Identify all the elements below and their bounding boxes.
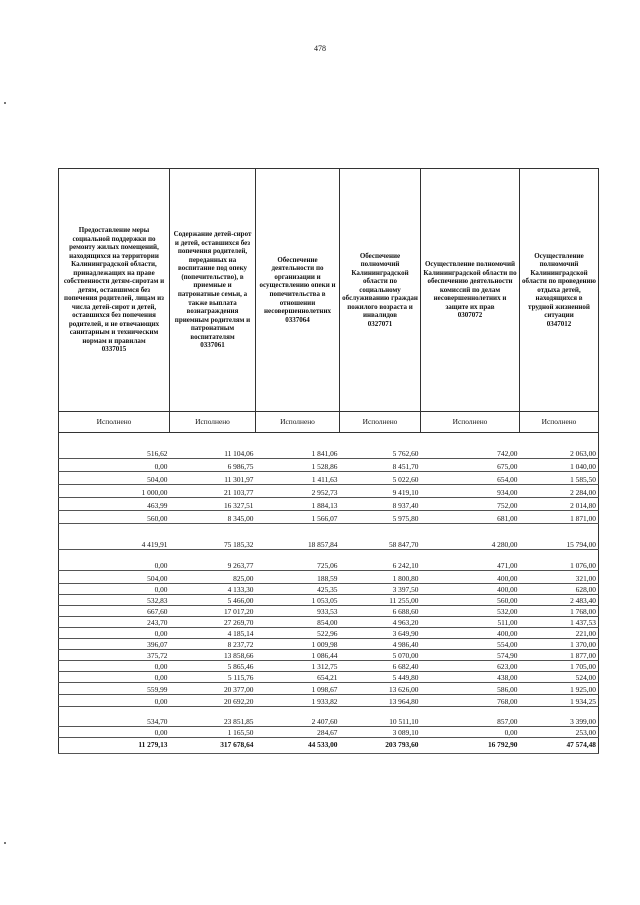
table-cell: 1 528,86 [256,458,340,471]
table-cell: 1 934,25 [520,694,599,706]
table-cell: 75 185,32 [170,523,256,549]
table-cell: 5 466,00 [170,594,256,605]
table-cell: 1 884,13 [256,497,340,510]
table-cell: 623,00 [421,660,520,671]
column-header: Обеспечение деятельности по организации и осуществлению опеки и попечительства в отношении несовершеннолетних 0337064 [256,169,340,412]
table-cell: 3 397,50 [340,583,421,594]
column-header: Предоставление меры социальной поддержки по ремонту жилых помещений, находящихся на территории Калининградской области, принадлежащих на праве собственности детям-сиротам и детям, оставшимся без попечения родителей, лицам из числа детей-сирот и детей, оставшихся без попечения родителей, и не отвечающих санитарным и техническим нормам и правилам 0337015 [59,169,170,412]
table-row [59,594,599,605]
table-cell: 522,96 [256,627,340,638]
table-cell: 284,67 [256,726,340,737]
table-cell: 1 411,63 [256,471,340,484]
table-cell: 375,72 [59,649,170,660]
table-cell: 396,07 [59,638,170,649]
table-cell: 4 986,40 [340,638,421,649]
header-row [59,169,599,412]
table-cell: 8 451,70 [340,458,421,471]
table-cell: 11 301,97 [170,471,256,484]
table-cell: 400,00 [421,583,520,594]
table-cell: 0,00 [59,726,170,737]
table-cell: 4 185,14 [170,627,256,638]
table-cell: 934,00 [421,484,520,497]
table-cell: 675,00 [421,458,520,471]
table-row [59,583,599,594]
table-cell: 5 070,00 [340,649,421,660]
table-cell: 23 851,85 [170,706,256,726]
table-cell: 400,00 [421,570,520,583]
table-row [59,682,599,694]
table-cell: 0,00 [421,726,520,737]
page-number: 478 [314,44,326,53]
table-cell: 504,00 [59,471,170,484]
table-cell: 2 014,80 [520,497,599,510]
table-cell: 4 419,91 [59,523,170,549]
table-cell: 321,00 [520,570,599,583]
table-cell: 681,00 [421,510,520,523]
table-cell: 1 933,82 [256,694,340,706]
table-cell: 6 682,40 [340,660,421,671]
table-cell: 21 103,77 [170,484,256,497]
table-cell: 11 104,06 [170,445,256,458]
executed-label: Исполнено [59,412,170,433]
table-cell: 1 076,00 [520,549,599,570]
table-cell: 554,00 [421,638,520,649]
table-cell: 5 115,76 [170,671,256,682]
table-cell: 1 871,00 [520,510,599,523]
scan-mark [4,842,6,844]
executed-label: Исполнено [170,412,256,433]
table-cell: 1 877,00 [520,649,599,660]
table-cell: 1 566,07 [256,510,340,523]
table-cell: 586,00 [421,682,520,694]
table-cell: 1 053,05 [256,594,340,605]
table-cell: 1 086,44 [256,649,340,660]
table-row [59,649,599,660]
column-header: Обеспечение полномочий Калининградской области по социальному обслуживанию граждан пожилого возраста и инвалидов 0327071 [340,169,421,412]
table-cell: 425,35 [256,583,340,594]
table-cell: 1 040,00 [520,458,599,471]
table-cell: 1 000,00 [59,484,170,497]
table-cell: 654,21 [256,671,340,682]
table-cell: 933,53 [256,605,340,616]
table-cell: 1 585,50 [520,471,599,484]
table-row [59,638,599,649]
column-header: Содержание детей-сирот и детей, оставшихся без попечения родителей, переданных на воспитание под опеку (попечительство), в приемные и патронатные семьи, а также выплата вознаграждения приемным родителям и патронатным воспитателям 0337061 [170,169,256,412]
table-cell: 58 847,70 [340,523,421,549]
table-row [59,445,599,458]
executed-row [59,412,599,433]
table-cell: 10 511,10 [340,706,421,726]
table-cell: 221,00 [520,627,599,638]
table-cell: 725,06 [256,549,340,570]
table-cell: 2 284,00 [520,484,599,497]
table-cell: 4 133,30 [170,583,256,594]
table-cell: 0,00 [59,694,170,706]
table-cell: 2 952,73 [256,484,340,497]
table-row [59,497,599,510]
table-cell: 516,62 [59,445,170,458]
table-cell: 3 649,90 [340,627,421,638]
table-cell: 20 377,00 [170,682,256,694]
table-cell: 1 098,67 [256,682,340,694]
table-cell: 18 857,84 [256,523,340,549]
spacer-row [59,433,599,446]
table-cell: 854,00 [256,616,340,627]
table-cell: 1 705,00 [520,660,599,671]
table-cell: 20 692,20 [170,694,256,706]
table-cell: 13 858,66 [170,649,256,660]
total-cell: 44 533,00 [256,737,340,753]
table-cell: 463,99 [59,497,170,510]
scan-mark [4,102,6,104]
table-cell: 1 800,80 [340,570,421,583]
table-row [59,471,599,484]
table-cell: 471,00 [421,549,520,570]
table-row [59,706,599,726]
table-row [59,510,599,523]
table-cell: 16 327,51 [170,497,256,510]
table-cell: 5 865,46 [170,660,256,671]
table-cell: 5 975,80 [340,510,421,523]
table-row [59,660,599,671]
table-cell: 5 022,60 [340,471,421,484]
table-cell: 0,00 [59,660,170,671]
table-cell: 5 449,80 [340,671,421,682]
table-cell: 8 345,00 [170,510,256,523]
table-cell: 504,00 [59,570,170,583]
table-cell: 1 841,06 [256,445,340,458]
executed-label: Исполнено [256,412,340,433]
table-cell: 857,00 [421,706,520,726]
table-cell: 13 964,80 [340,694,421,706]
table-cell: 11 255,00 [340,594,421,605]
table-cell: 188,59 [256,570,340,583]
table-row [59,671,599,682]
total-cell: 47 574,48 [520,737,599,753]
table-cell: 667,60 [59,605,170,616]
table-cell: 1 312,75 [256,660,340,671]
table-cell: 5 762,60 [340,445,421,458]
table-cell: 2 063,00 [520,445,599,458]
table-cell: 1 768,00 [520,605,599,616]
table-cell: 6 242,10 [340,549,421,570]
total-cell: 16 792,90 [421,737,520,753]
table-cell: 4 280,00 [421,523,520,549]
executed-label: Исполнено [340,412,421,433]
table-cell: 560,00 [59,510,170,523]
table-cell: 1 009,98 [256,638,340,649]
table-row [59,694,599,706]
table-cell: 17 017,20 [170,605,256,616]
total-cell: 11 279,13 [59,737,170,753]
table-cell: 768,00 [421,694,520,706]
table-cell: 1 165,50 [170,726,256,737]
totals-row [59,737,599,753]
table-row [59,523,599,549]
total-cell: 317 678,64 [170,737,256,753]
report-table [58,168,599,754]
table-cell: 3 399,00 [520,706,599,726]
table-cell: 13 626,00 [340,682,421,694]
table-cell: 8 937,40 [340,497,421,510]
table-cell: 559,99 [59,682,170,694]
table-cell: 6 986,75 [170,458,256,471]
table-cell: 825,00 [170,570,256,583]
table-cell: 532,83 [59,594,170,605]
table-row [59,549,599,570]
table-cell: 532,00 [421,605,520,616]
table-cell: 27 269,70 [170,616,256,627]
table-cell: 4 963,20 [340,616,421,627]
table-row [59,627,599,638]
table-cell: 1 370,00 [520,638,599,649]
table-cell: 9 419,10 [340,484,421,497]
table-cell: 742,00 [421,445,520,458]
column-header: Осуществление полномочий Калининградской области по обеспечению деятельности комиссий по делам несовершеннолетних и защите их прав 0307072 [421,169,520,412]
table-cell: 8 237,72 [170,638,256,649]
table-cell: 1 925,00 [520,682,599,694]
executed-label: Исполнено [520,412,599,433]
table-cell: 253,00 [520,726,599,737]
table-cell: 560,00 [421,594,520,605]
table-row [59,484,599,497]
table-cell: 6 688,60 [340,605,421,616]
total-cell: 203 793,60 [340,737,421,753]
table-cell: 0,00 [59,583,170,594]
table-cell: 2 407,60 [256,706,340,726]
table-cell: 524,00 [520,671,599,682]
executed-label: Исполнено [421,412,520,433]
table-row [59,605,599,616]
table-cell: 0,00 [59,549,170,570]
table-cell: 9 263,77 [170,549,256,570]
table-cell: 654,00 [421,471,520,484]
table-cell: 15 794,00 [520,523,599,549]
table-row [59,458,599,471]
table-cell: 511,00 [421,616,520,627]
table-cell: 0,00 [59,458,170,471]
table-cell: 2 483,40 [520,594,599,605]
table-cell: 0,00 [59,671,170,682]
column-header: Осуществление полномочий Калининградской области по проведению отдыха детей, находящихся в трудной жизненной ситуации 0347012 [520,169,599,412]
table-row [59,726,599,737]
table-row [59,570,599,583]
table-cell: 438,00 [421,671,520,682]
table-cell: 628,00 [520,583,599,594]
table-cell: 574,90 [421,649,520,660]
table-cell: 0,00 [59,627,170,638]
table-cell: 1 437,53 [520,616,599,627]
table-cell: 3 089,10 [340,726,421,737]
table-row [59,616,599,627]
table-cell: 243,70 [59,616,170,627]
table-cell: 534,70 [59,706,170,726]
table-cell: 752,00 [421,497,520,510]
table-cell: 400,00 [421,627,520,638]
